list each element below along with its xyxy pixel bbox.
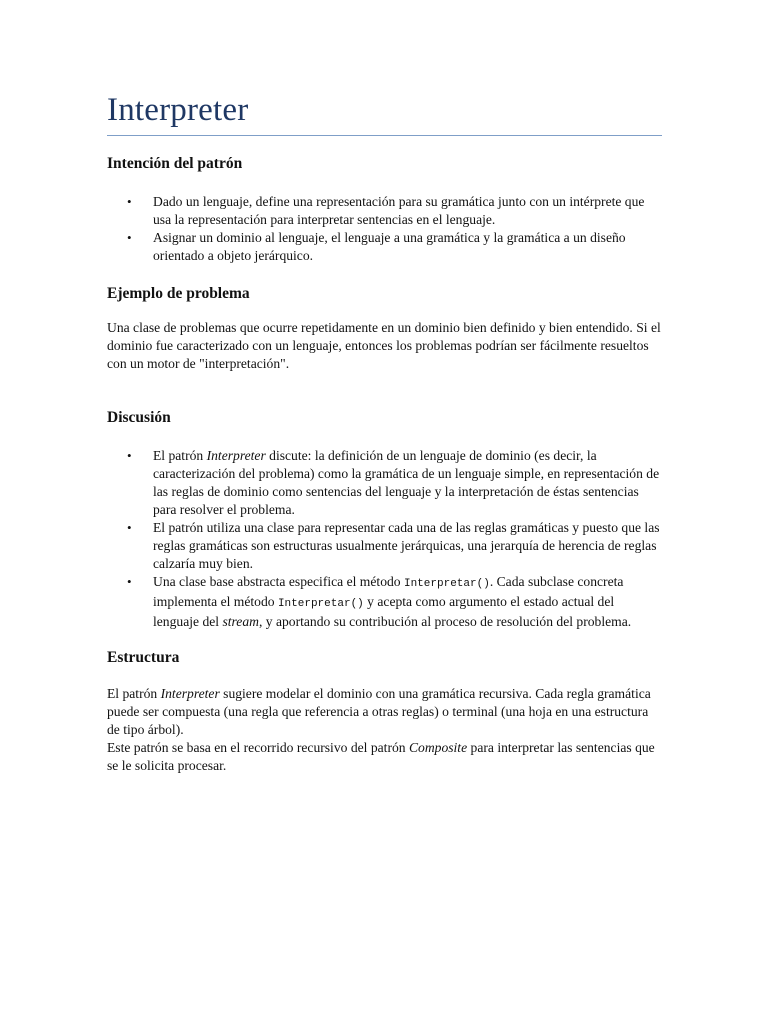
text-run: El patrón [153, 448, 207, 463]
paragraph-estructura [107, 685, 661, 775]
text-run: . Cada subclase concreta implementa el método [153, 574, 624, 609]
heading-intencion: Intención del patrón [107, 155, 243, 172]
section-estructura [107, 649, 661, 775]
section-discusion [107, 409, 661, 631]
text-run: , y aportando su contribución al proceso de resolución del problema. [258, 614, 632, 629]
title-rule [107, 135, 662, 136]
paragraph-ejemplo: Una clase de problemas que ocurre repetidamente en un dominio bien definido y bien entendido. Si el dominio fue caracterizado con un lenguaje, entonces los problemas podrían ser fácilmente resueltos con un motor de "interpretación". [107, 320, 661, 371]
bullet-icon: • [127, 448, 132, 463]
code-term: Interpretar() [277, 598, 364, 610]
italic-term: Interpreter [206, 448, 266, 463]
list-item [107, 447, 661, 519]
text-run: Este patrón se basa en el recorrido recursivo del patrón [107, 740, 409, 755]
list-item-text: Asignar un dominio al lenguaje, el lenguaje a una gramática y la gramática a un diseño orientado a objeto jerárquico. [153, 230, 626, 263]
list-item [107, 573, 661, 631]
text-run: y acepta como argumento el estado actual del lenguaje del [153, 594, 615, 629]
section-ejemplo [107, 285, 661, 373]
heading-discusion: Discusión [107, 409, 171, 426]
bullet-icon: • [127, 574, 132, 589]
text-run: El patrón [107, 686, 161, 701]
bullet-icon: • [127, 230, 132, 245]
text-run: Una clase base abstracta especifica el método [153, 574, 404, 589]
list-item-text: Dado un lenguaje, define una representación para su gramática junto con un intérprete que usa la representación para interpretar sentencias en el lenguaje. [153, 194, 645, 227]
list-discusion [107, 447, 661, 631]
list-item-text: El patrón utiliza una clase para representar cada una de las reglas gramáticas y puesto que las reglas gramáticas son estructuras usualmente jerárquicas, una jerarquía de herencia de reglas calzaría muy bien. [153, 520, 660, 571]
code-term: Interpretar() [403, 578, 490, 590]
italic-term: Interpreter [160, 686, 220, 701]
heading-ejemplo: Ejemplo de problema [107, 285, 250, 302]
text-run: discute: la definición de un lenguaje de dominio (es decir, la caracterización del problema) como la gramática de un lenguaje simple, en representación de las reglas de dominio como sentencias del lenguaje y la interpretación de éstas sentencias para resolver el problema. [153, 448, 660, 517]
heading-estructura: Estructura [107, 649, 180, 666]
list-item [107, 193, 661, 229]
italic-term: Composite [408, 740, 468, 755]
list-item [107, 229, 661, 265]
list-item [107, 519, 661, 573]
page-title: Interpreter [107, 92, 249, 128]
section-intencion [107, 155, 661, 265]
bullet-icon: • [127, 520, 132, 535]
italic-term: stream [222, 614, 259, 629]
text-run: para interpretar las sentencias que se le solicita procesar. [107, 740, 655, 773]
list-intencion [107, 193, 661, 265]
text-run: sugiere modelar el dominio con una gramática recursiva. Cada regla gramática puede ser compuesta (una regla que referencia a otras reglas) o terminal (una hoja en una estructura de tipo árbol). [107, 686, 651, 737]
bullet-icon: • [127, 194, 132, 209]
